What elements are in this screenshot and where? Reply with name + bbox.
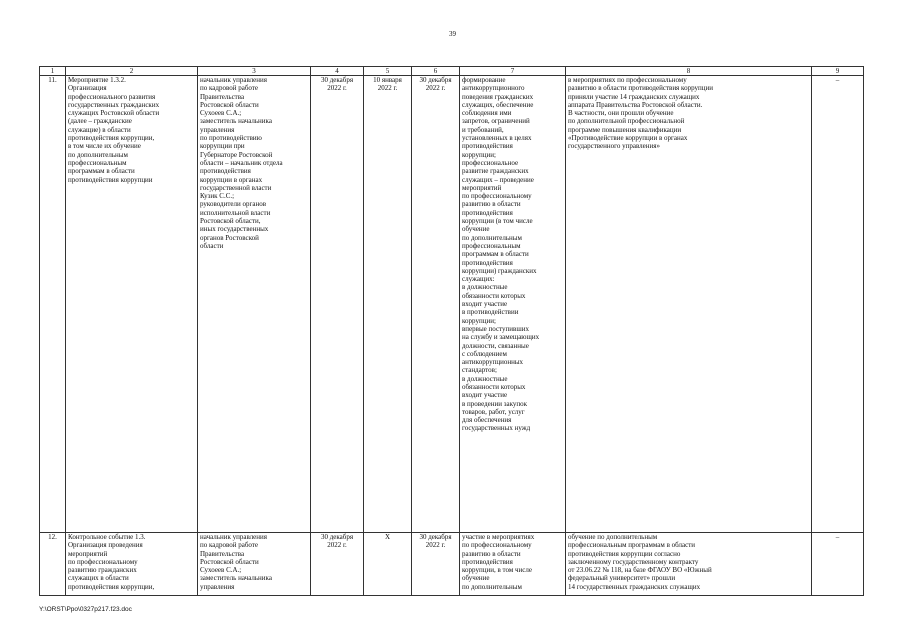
expected-result: участие в мероприятиях по профессиональному развитию в области противодействия коррупции, в том числе обучение по дополнительным	[460, 533, 566, 596]
header-cell: 9	[812, 67, 864, 76]
header-cell: 6	[412, 67, 460, 76]
table-row	[40, 533, 864, 596]
planned-date: 30 декабря 2022 г.	[311, 533, 364, 596]
actual-result: обучение по дополнительным профессиональным программам в области противодействия коррупции согласно заключенному государственному контракту от 23.06.22 № 118, на базе ФГАОУ ВО «Южный федеральный университет» прошли 14 государственных гражданских служащих	[566, 533, 812, 596]
footer-file-path: Y:\ORST\Ppo\0327p217.f23.doc	[39, 606, 132, 613]
measure-name: Мероприятие 1.3.2. Организация профессионального развития государственных гражданских служащих Ростовской области (далее – гражданские служащие) в области противодействия коррупции, в том числе их обучение по дополнительным профессиональным программам в области противодействия коррупции	[66, 76, 198, 533]
header-cell: 4	[311, 67, 364, 76]
header-cell: 7	[460, 67, 566, 76]
actual-start-date: 10 января 2022 г.	[364, 76, 412, 533]
header-cell: 8	[566, 67, 812, 76]
expected-result: формирование антикоррупционного поведения гражданских служащих, обеспечение соблюдения ими запретов, ограничений и требований, установленных в целях противодействия коррупции; профессиональное развитие гражданских служащих – проведение мероприятий по профессиональному развитию в области противодействия коррупции (в том числе обучение по дополнительным профессиональным программам в области противодействия коррупции) гражданских служащих: в должностные обязанности которых входит участие в противодействии коррупции; впервые поступивших на службу и замещающих должности, связанные с соблюдением антикоррупционных стандартов; в должностные обязанности которых входит участие в проведении закупок товаров, работ, услуг для обеспечения государственных нужд	[460, 76, 566, 533]
header-cell: 1	[40, 67, 66, 76]
row-number: 11.	[40, 76, 66, 533]
header-cell: 3	[198, 67, 311, 76]
header-cell: 5	[364, 67, 412, 76]
row-number: 12.	[40, 533, 66, 596]
note: –	[812, 533, 864, 596]
planned-date: 30 декабря 2022 г.	[311, 76, 364, 533]
table-header-row	[40, 67, 864, 76]
actual-end-date: 30 декабря 2022 г.	[412, 76, 460, 533]
actual-result: в мероприятиях по профессиональному развитию в области противодействия коррупции приняли участие 14 гражданских служащих аппарата Правительства Ростовской области. В частности, они прошли обучение по дополнительной профессиональной программе повышения квалификации «Противодействие коррупции в органах государственного управления»	[566, 76, 812, 533]
actual-start-date: Х	[364, 533, 412, 596]
actual-end-date: 30 декабря 2022 г.	[412, 533, 460, 596]
page-number: 39	[449, 30, 456, 38]
measure-name: Контрольное событие 1.3. Организация проведения мероприятий по профессиональному развитию гражданских служащих в области противодействия коррупции,	[66, 533, 198, 596]
header-cell: 2	[66, 67, 198, 76]
executor: начальник управления по кадровой работе Правительства Ростовской области Сухоеев С.А.; заместитель начальника управления	[198, 533, 311, 596]
table-row	[40, 76, 864, 533]
note: –	[812, 76, 864, 533]
executor: начальник управления по кадровой работе Правительства Ростовской области Сухоеев С.А.; заместитель начальника управления по противодействию коррупции при Губернаторе Ростовской области – начальник отдела противодействия коррупции в органах государственной власти Кузик С.С.; руководители органов исполнительной власти Ростовской области, иных государственных органов Ростовской области	[198, 76, 311, 533]
report-table	[39, 66, 864, 596]
